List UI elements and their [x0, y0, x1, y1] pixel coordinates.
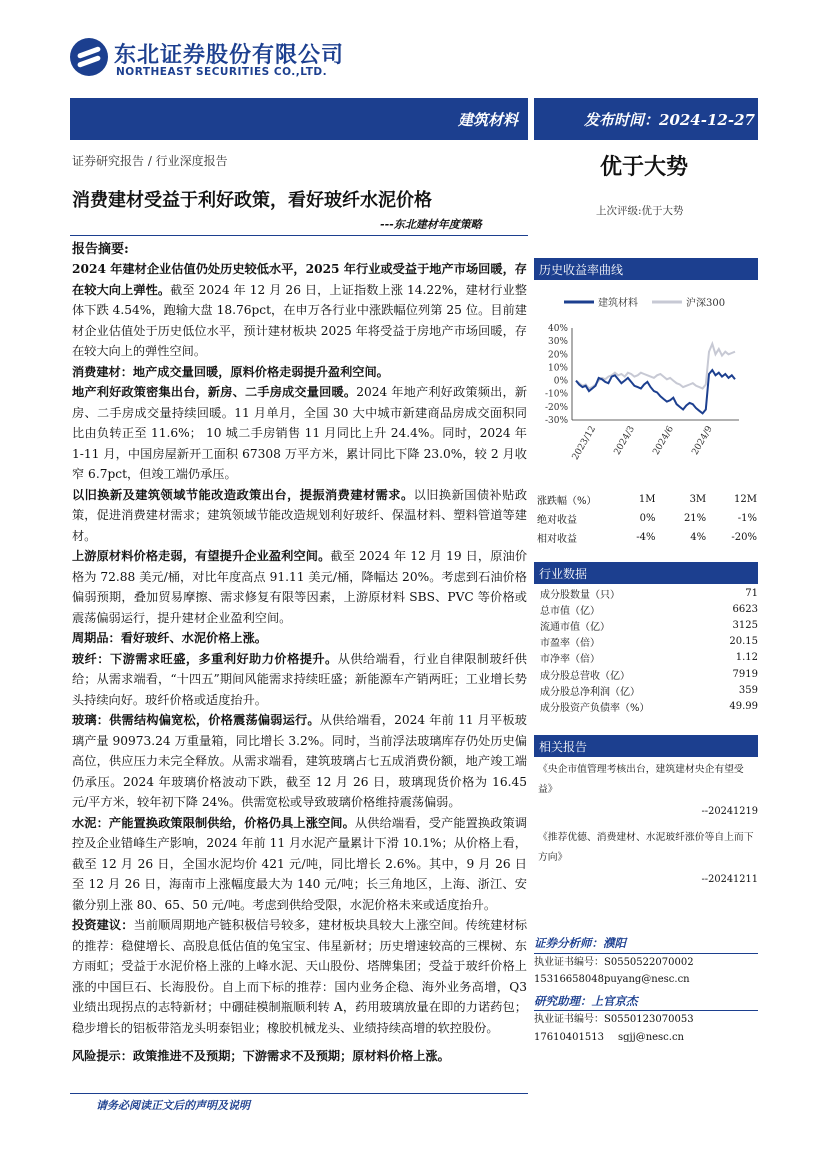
report-title: 消费建材受益于利好政策，看好玻纤水泥价格 — [72, 190, 432, 211]
industry-value: 49.99 — [729, 700, 758, 712]
publish-date: 发布时间：2024-12-27 — [584, 111, 755, 129]
industry-row — [540, 650, 758, 666]
industry-value: 20.15 — [729, 636, 758, 648]
paragraph-lead: 水泥：产能置换政策限制供给，价格仍具上涨空间。 — [72, 815, 355, 830]
paragraph-lead: 周期品：看好玻纤、水泥价格上涨。 — [72, 631, 267, 645]
industry-value: 359 — [738, 684, 758, 696]
industry-row — [540, 682, 758, 698]
summary-paragraph — [72, 382, 527, 485]
industry-row — [540, 617, 758, 633]
return-chart — [534, 290, 758, 480]
performance-cell: -4% — [636, 532, 656, 543]
industry-heading-bar — [534, 562, 758, 584]
performance-row — [536, 528, 758, 547]
related-list — [538, 760, 758, 890]
summary-body — [72, 259, 527, 1067]
analyst-phone: 15316658048 — [534, 974, 604, 985]
report-subtitle: ---东北建材年度策略 — [380, 218, 482, 231]
summary-paragraph — [72, 362, 527, 383]
paragraph-text: 截至 2024 年 12 月 26 日，上证指数上涨 14.22%，建材行业整体下跌 4.54%，跑输大盘 18.76pct，在申万各行业中涨跌幅位列第 25 位。目前建材企业估值处于历史低位水平，预计建材板块 2025 年将受益于房地产市场回暖，存在较大向上的弹性空间。 — [72, 282, 527, 358]
industry-metric: 市盈率（倍） — [540, 638, 600, 650]
analyst-name: 证券分析师：濮阳 — [534, 935, 758, 954]
performance-cell: 绝对收益 — [537, 515, 577, 526]
paragraph-lead: 投资建议： — [72, 918, 134, 932]
series-line — [576, 344, 735, 389]
paragraph-lead: 地产利好政策密集出台，新房、二手房成交量回暖。 — [72, 385, 357, 399]
summary-paragraph — [72, 259, 527, 362]
x-tick-label: 2024/9 — [690, 424, 715, 457]
x-tick-label: 2024/6 — [651, 424, 676, 457]
industry-row — [540, 698, 758, 714]
performance-header — [536, 490, 758, 509]
chart-heading-bar — [534, 258, 758, 280]
y-tick-label: 30% — [547, 337, 568, 348]
related-heading: 相关报告 — [539, 740, 588, 754]
summary-paragraph — [72, 1046, 527, 1067]
performance-row — [536, 509, 758, 528]
y-tick-label: 10% — [547, 363, 568, 374]
report-category: 证券研究报告 / 行业深度报告 — [72, 154, 228, 168]
industry-metric: 流通市值（亿） — [540, 621, 610, 633]
industry-value: 6623 — [732, 603, 758, 615]
performance-cell: 12M — [734, 494, 757, 505]
performance-cell: 1M — [638, 494, 656, 505]
industry-value: 3125 — [732, 619, 758, 631]
legend-label: 建筑材料 — [598, 298, 638, 309]
sector-label: 建筑材料 — [457, 111, 518, 129]
performance-cell: 3M — [689, 494, 707, 505]
analyst-cert: 执业证书编号：S0550522070002 — [534, 956, 694, 968]
paragraph-lead: 玻纤：下游需求旺盛，多重利好助力价格提升。 — [72, 651, 338, 666]
footer-divider — [70, 1093, 528, 1094]
paragraph-text: 从供给端看，行业自律限制玻纤供给；从需求端看，“十四五”期间风能需求持续旺盛；新能源车产销两旺；工业增长势头持续向好。玻纤价格或适度抬升。 — [72, 651, 527, 707]
company-name-en: NORTHEAST SECURITIES CO.,LTD. — [116, 66, 328, 78]
y-tick-label: -30% — [544, 416, 568, 426]
paragraph-text: 从供给端看，受产能置换政策调控及企业错峰生产影响，2024 年前 11 月水泥产量累计下滑 10.1%；从价格上看，截至 12 月 26 日，全国水泥均价 421 元/吨，同比增长 2.6%。其中，9 月 26 日至 12 月 26 日，海南市上涨幅度最大为 140 元/吨；长三角地区，上海、浙江、安徽分别上涨 80、65、50 元/吨。考虑到供给受限，水泥价格未来或适度抬升。 — [72, 815, 528, 912]
related-report-link[interactable]: 《央企市值管理考核出台，建筑建材央企有望受益》 — [538, 764, 744, 795]
analyst-name: 研究助理：上官京杰 — [534, 993, 758, 1012]
summary-paragraph — [72, 485, 527, 547]
summary-paragraph — [72, 628, 527, 649]
industry-metric: 成分股资产负债率（%） — [540, 702, 650, 714]
paragraph-lead: 玻璃：供需结构偏宽松，价格震荡偏弱运行。 — [72, 713, 320, 727]
related-report-date: --20241219 — [701, 806, 758, 817]
previous-rating: 上次评级:优于大势 — [596, 205, 684, 217]
x-tick-label: 2023/12 — [570, 424, 599, 462]
legend-label: 沪深300 — [686, 298, 726, 309]
analyst-email[interactable]: puyang@nesc.cn — [604, 974, 690, 985]
analyst-block — [534, 935, 758, 1046]
industry-metric: 总市值（亿） — [540, 605, 600, 617]
analyst-cert: 执业证书编号：S0550123070053 — [534, 1014, 694, 1025]
performance-cell: 涨跌幅（%） — [537, 496, 597, 507]
summary-paragraph — [72, 546, 527, 628]
paragraph-lead: 风险提示：政策推进不及预期；下游需求不及预期；原材料价格上涨。 — [72, 1049, 450, 1063]
performance-table — [536, 490, 758, 547]
industry-table — [540, 585, 758, 715]
paragraph-lead: 以旧换新及建筑领域节能改造政策出台，提振消费建材需求。 — [72, 487, 414, 502]
paragraph-lead: 上游原材料价格走弱，有望提升企业盈利空间。 — [72, 549, 331, 563]
summary-paragraph — [72, 813, 527, 916]
industry-value: 71 — [745, 587, 758, 599]
related-report-date: --20241211 — [701, 874, 758, 885]
y-tick-label: 20% — [547, 350, 568, 361]
y-tick-label: -10% — [544, 389, 568, 400]
sector-bar — [70, 98, 528, 140]
analyst-phone: 17610401513 — [534, 1031, 604, 1043]
industry-value: 7919 — [732, 668, 758, 680]
paragraph-text: 从供给端看，2024 年前 11 月平板玻璃产量 90973.24 万重量箱，同比增长 3.2%。同时，当前浮法玻璃库存仍处历史偏高位，供应压力未完全释放。从需求端看，建筑玻璃占七五成消费份额，地产竣工端仍承压。2024 年玻璃价格波动下跌，截至 12 月 26 日，玻璃现货价格为 16.45 元/平方米，较年初下降 24%。供需宽松或导致玻璃价格维持震荡偏弱。 — [72, 713, 527, 809]
paragraph-text: 截至 2024 年 12 月 19 日，原油价格为 72.88 美元/桶，对比年度高点 91.11 美元/桶，降幅达 20%。考虑到石油价格偏弱预期，叠加贸易摩擦、需求修复有限等因素，上游原材料 SBS、PVC 等价格或震荡偏弱运行，提升建材企业盈利空间。 — [72, 549, 528, 625]
x-tick-label: 2024/3 — [612, 424, 638, 457]
company-name-cn: 东北证券股份有限公司 — [114, 43, 345, 68]
y-tick-label: -20% — [544, 402, 568, 413]
paragraph-lead: 消费建材：地产成交量回暖，原料价格走弱提升盈利空间。 — [72, 364, 389, 379]
performance-cell: 0% — [639, 513, 656, 524]
paragraph-text: 2024 年地产利好政策频出，新房、二手房成交量持续回暖。11 月单月，全国 30 大中城市新建商品房成交面积同比由负转正至 11.6%； 10 城二手房销售 11 月同比上升 24.4%。同时，2024 年 1-11 月，中国房屋新开工面积 67308 万平方米，累计同比下降 23.0%，较 2 月收窄 6.7pct，但竣工端仍承压。 — [72, 385, 528, 481]
performance-cell: 相对收益 — [537, 534, 577, 545]
rating: 优于大势 — [600, 154, 689, 180]
industry-metric: 市净率（倍） — [540, 654, 600, 666]
y-tick-label: 40% — [547, 324, 568, 334]
publish-bar — [534, 98, 758, 140]
performance-cell: 4% — [690, 532, 707, 543]
performance-cell: -1% — [737, 513, 757, 524]
paragraph-text: 以旧换新国债补贴政策，促进消费建材需求；建筑领域节能改造规划利好玻纤、保温材料、塑料管道等建材。 — [72, 487, 528, 543]
divider — [70, 235, 528, 236]
industry-row — [540, 666, 758, 682]
summary-paragraph — [72, 915, 527, 1038]
analyst-email[interactable]: sgjj@nesc.cn — [617, 1031, 684, 1043]
footer-note: 请务必阅读正文后的声明及说明 — [96, 1099, 250, 1112]
performance-cell: 21% — [683, 513, 707, 524]
y-tick-label: 0% — [553, 376, 568, 387]
industry-row — [540, 634, 758, 650]
summary-paragraph — [72, 649, 527, 711]
industry-metric: 成分股总营收（亿） — [540, 670, 630, 682]
related-report-link[interactable]: 《推荐优德、消费建材、水泥玻纤涨价等自上而下方向》 — [538, 832, 754, 863]
analyst-contact — [534, 1029, 684, 1047]
summary-paragraph — [72, 710, 527, 813]
industry-heading: 行业数据 — [539, 567, 588, 581]
industry-row — [540, 601, 758, 617]
paragraph-text: 当前顺周期地产链积极信号较多，建材板块具较大上涨空间。传统建材标的推荐：稳健增长、高股息低估值的兔宝宝、伟星新材；历史增速较高的三棵树、东方雨虹；受益于水泥价格上涨的上峰水泥、天山股份、塔牌集团；受益于玻纤价格上涨的中国巨石、长海股份。自上而下标的推荐：国内业务企稳、海外业务高增，Q3 业绩出现拐点的志特新材；中硼硅模制瓶顺利转 A，药用玻璃放量在即的力诺药包；稳步增长的铝板带箔龙头明泰铝业；橡胶机械龙头、业绩持续高增的软控股份。 — [72, 918, 528, 1035]
analyst-contact — [534, 971, 690, 989]
related-heading-bar — [534, 735, 758, 757]
industry-metric: 成分股数量（只） — [540, 589, 620, 601]
performance-cell: -20% — [731, 532, 757, 543]
paragraph-lead: 2024 年建材企业估值仍处历史较低水平，2025 年行业或受益于地产市场回暖，存在较大向上弹性。 — [72, 262, 527, 297]
industry-metric: 成分股总净利润（亿） — [540, 686, 640, 698]
company-logo-icon — [70, 38, 108, 76]
industry-row — [540, 585, 758, 601]
chart-heading: 历史收益率曲线 — [539, 263, 624, 277]
industry-value: 1.12 — [735, 652, 758, 664]
summary-heading: 报告摘要: — [72, 242, 129, 257]
